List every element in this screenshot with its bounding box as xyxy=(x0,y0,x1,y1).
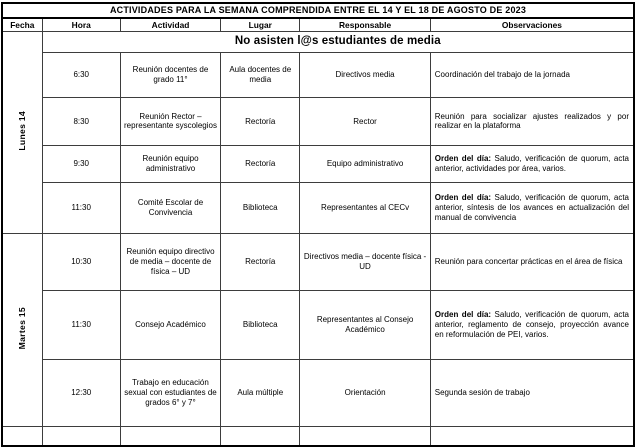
empty-cell xyxy=(2,426,42,446)
col-header-responsable: Responsable xyxy=(300,18,430,32)
activity-row xyxy=(2,145,634,182)
responsable-cell: Directivos media xyxy=(300,52,430,97)
activity-row xyxy=(2,359,634,426)
observaciones-cell xyxy=(430,233,634,290)
col-header-fecha: Fecha xyxy=(2,18,42,32)
lugar-cell: Rectoría xyxy=(221,145,300,182)
obs-text: Segunda sesión de trabajo xyxy=(434,388,530,398)
actividad-cell: Trabajo en educación sexual con estudiantes de grados 6° y 7° xyxy=(120,359,220,426)
obs-text: Saludo, verificación de quorum, acta anterior, actividades por área, varios. xyxy=(434,154,629,173)
observaciones-cell xyxy=(430,145,634,182)
empty-cell xyxy=(430,426,634,446)
responsable-cell: Orientación xyxy=(300,359,430,426)
obs-text: Reunión para concertar prácticas en el área de física xyxy=(434,257,623,267)
empty-cell xyxy=(300,426,430,446)
hora-cell: 11:30 xyxy=(42,182,120,233)
obs-text: Saludo, verificación de quorum, acta anterior, síntesis de los avances en actualización del manual de convivencia xyxy=(434,193,629,222)
next-row-cut-off xyxy=(2,426,634,446)
title-row xyxy=(2,3,634,18)
actividad-cell: Reunión equipo directivo de media – docente de física – UD xyxy=(120,233,220,290)
responsable-cell: Rector xyxy=(300,97,430,145)
actividad-cell: Reunión Rector – representante syscolegios xyxy=(120,97,220,145)
responsable-cell: Directivos media – docente física - UD xyxy=(300,233,430,290)
hora-cell: 6:30 xyxy=(42,52,120,97)
activity-row xyxy=(2,52,634,97)
col-header-observaciones: Observaciones xyxy=(430,18,634,32)
empty-cell xyxy=(42,426,120,446)
lugar-cell: Aula múltiple xyxy=(221,359,300,426)
actividad-cell: Reunión docentes de grado 11° xyxy=(120,52,220,97)
col-header-hora: Hora xyxy=(42,18,120,32)
day-cell-martes-15 xyxy=(2,233,42,426)
empty-cell xyxy=(221,426,300,446)
weekly-activities-table xyxy=(1,2,635,447)
obs-text: Saludo, verificación de quorum, acta anterior, reglamento de consejo, proyección avance en reformulación de PEI, varios. xyxy=(434,310,629,339)
actividad-cell: Reunión equipo administrativo xyxy=(120,145,220,182)
observaciones-cell xyxy=(430,182,634,233)
responsable-cell: Equipo administrativo xyxy=(300,145,430,182)
lugar-cell: Biblioteca xyxy=(221,290,300,359)
obs-bold-prefix: Orden del día: xyxy=(434,154,492,164)
observaciones-cell xyxy=(430,290,634,359)
activity-row xyxy=(2,97,634,145)
notice-row xyxy=(2,31,634,52)
notice-banner: No asisten l@s estudiantes de media xyxy=(42,31,634,52)
col-header-lugar: Lugar xyxy=(221,18,300,32)
responsable-cell: Representantes al CECv xyxy=(300,182,430,233)
lugar-cell: Aula docentes de media xyxy=(221,52,300,97)
obs-bold-prefix: Orden del día: xyxy=(434,310,492,320)
hora-cell: 12:30 xyxy=(42,359,120,426)
day-cell-lunes-14 xyxy=(2,31,42,233)
day-label: Lunes 14 xyxy=(17,111,28,151)
col-header-actividad: Actividad xyxy=(120,18,220,32)
lugar-cell: Rectoría xyxy=(221,233,300,290)
obs-text: Reunión para socializar ajustes realizados y por realizar en la plataforma xyxy=(434,111,629,131)
hora-cell: 9:30 xyxy=(42,145,120,182)
activity-row xyxy=(2,182,634,233)
lugar-cell: Biblioteca xyxy=(221,182,300,233)
empty-cell xyxy=(120,426,220,446)
header-row xyxy=(2,18,634,32)
actividad-cell: Comité Escolar de Convivencia xyxy=(120,182,220,233)
activity-row xyxy=(2,233,634,290)
hora-cell: 10:30 xyxy=(42,233,120,290)
activity-row xyxy=(2,290,634,359)
lugar-cell: Rectoría xyxy=(221,97,300,145)
page-title: ACTIVIDADES PARA LA SEMANA COMPRENDIDA ENTRE EL 14 Y EL 18 DE AGOSTO DE 2023 xyxy=(2,3,634,18)
observaciones-cell xyxy=(430,97,634,145)
obs-bold-prefix: Orden del día: xyxy=(434,193,492,203)
actividad-cell: Consejo Académico xyxy=(120,290,220,359)
observaciones-cell xyxy=(430,52,634,97)
hora-cell: 11:30 xyxy=(42,290,120,359)
day-label: Martes 15 xyxy=(17,307,28,350)
hora-cell: 8:30 xyxy=(42,97,120,145)
responsable-cell: Representantes al Consejo Académico xyxy=(300,290,430,359)
obs-text: Coordinación del trabajo de la jornada xyxy=(434,70,570,80)
observaciones-cell xyxy=(430,359,634,426)
